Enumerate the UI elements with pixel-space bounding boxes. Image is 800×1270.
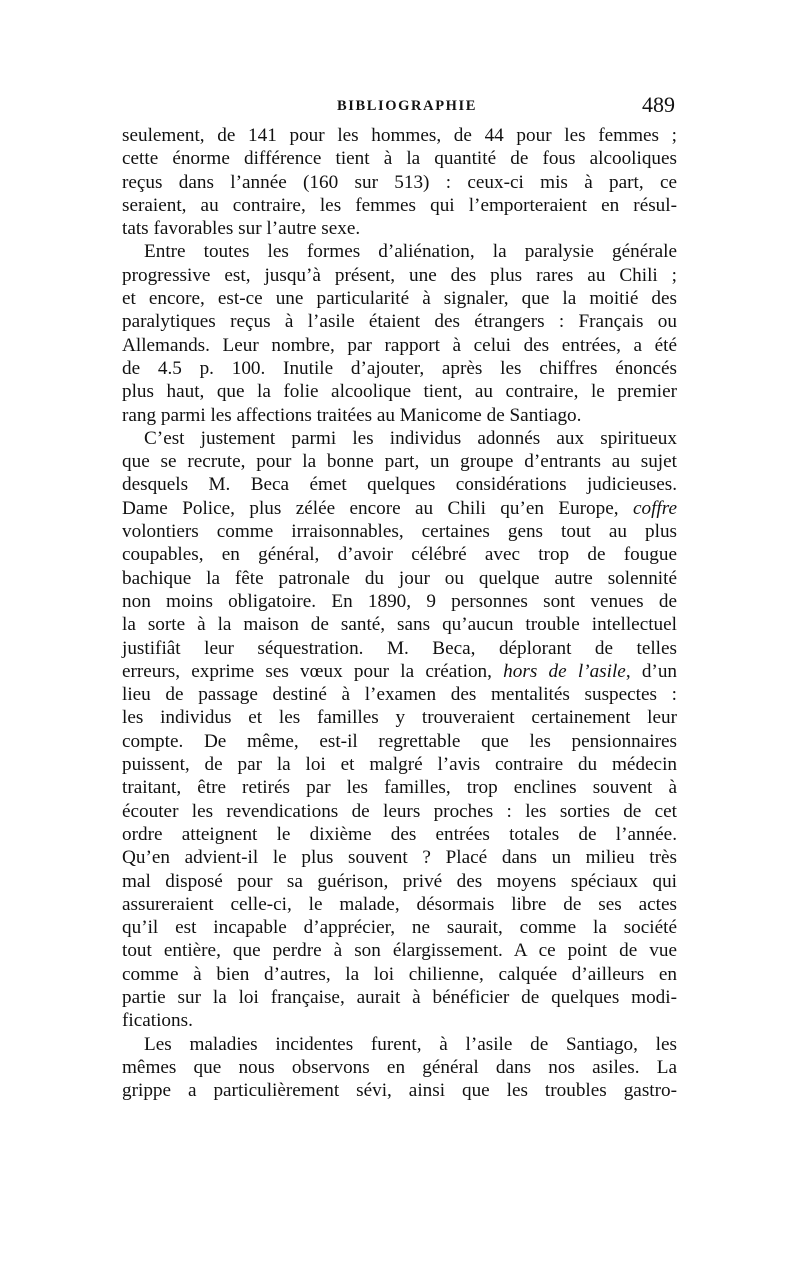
text-line: justifiât leur séquestration. M. Beca, déplorant de telles: [122, 637, 677, 659]
text-line: Allemands. Leur nombre, par rapport à celui des entrées, a été: [122, 334, 677, 356]
text-line: tout entière, que perdre à son élargissement. A ce point de vue: [122, 940, 677, 962]
text-line: les individus et les familles y trouveraient certainement leur: [122, 707, 677, 729]
text-line: reçus dans l’année (160 sur 513) : ceux-ci mis à part, ce: [122, 171, 677, 193]
text-line: tats favorables sur l’autre sexe.: [122, 218, 361, 240]
page-header: [122, 94, 677, 118]
text-line: paralytiques reçus à l’asile étaient des étrangers : Français ou: [122, 311, 677, 333]
page-number: 489: [642, 92, 675, 117]
text-line: rang parmi les affections traitées au Manicome de Santiago.: [122, 404, 582, 426]
text-line: bachique la fête patronale du jour ou quelque autre solennité: [122, 567, 677, 589]
text-line: écouter les revendications de leurs proches : les sorties de cet: [122, 800, 677, 822]
running-title: BIBLIOGRAPHIE: [337, 98, 478, 114]
text-line: mal disposé pour sa guérison, privé des moyens spéciaux qui: [122, 870, 677, 892]
text-line: mêmes que nous observons en général dans nos asiles. La: [122, 1056, 677, 1078]
body-text: [122, 124, 677, 1102]
text-line: fications.: [122, 1010, 193, 1032]
text-line: lieu de passage destiné à l’examen des mentalités suspectes :: [122, 684, 677, 706]
text-line: compte. De même, est-il regrettable que les pensionnaires: [122, 730, 677, 752]
text-line: ordre atteignent le dixième des entrées totales de l’année.: [122, 823, 677, 845]
text-line: que se recrute, pour la bonne part, un groupe d’entrants au sujet: [122, 451, 677, 473]
text-line: Dame Police, plus zélée encore au Chili qu’en Europe, coffre: [122, 497, 677, 519]
text-line: volontiers comme irraisonnables, certaines gens tout au plus: [122, 521, 677, 543]
text-line: plus haut, que la folie alcoolique tient, au contraire, le premier: [122, 381, 677, 403]
paragraph-start-line: Entre toutes les formes d’aliénation, la paralysie générale: [144, 241, 677, 263]
text-line: assureraient celle-ci, le malade, désormais libre de ses actes: [122, 893, 677, 915]
text-line: traitant, être retirés par les familles, trop enclines souvent à: [122, 777, 677, 799]
text-line: partie sur la loi française, aurait à bénéficier de quelques modi-: [122, 986, 677, 1008]
paragraph-start-line: Les maladies incidentes furent, à l’asile de Santiago, les: [144, 1033, 677, 1055]
paragraph-start-line: C’est justement parmi les individus adonnés aux spiritueux: [144, 427, 677, 449]
text-line: erreurs, exprime ses vœux pour la création, hors de l’asile, d’un: [122, 660, 678, 682]
text-line: seulement, de 141 pour les hommes, de 44 pour les femmes ;: [122, 125, 677, 146]
text-line: puissent, de par la loi et malgré l’avis contraire du médecin: [122, 754, 677, 776]
text-line: coupables, en général, d’avoir célébré avec trop de fougue: [122, 544, 677, 566]
text-line: progressive est, jusqu’à présent, une des plus rares au Chili ;: [122, 264, 677, 286]
text-line: comme à bien d’autres, la loi chilienne, calquée d’ailleurs en: [122, 963, 677, 985]
text-line: grippe a particulièrement sévi, ainsi que les troubles gastro-: [122, 1080, 677, 1102]
text-line: la sorte à la maison de santé, sans qu’aucun trouble intellectuel: [122, 614, 677, 636]
text-line: desquels M. Beca émet quelques considérations judicieuses.: [122, 474, 677, 496]
italic-phrase: coffre: [632, 497, 677, 519]
text-line: de 4.5 p. 100. Inutile d’ajouter, après les chiffres énoncés: [122, 357, 677, 379]
text-line: non moins obligatoire. En 1890, 9 personnes sont venues de: [122, 590, 677, 612]
text-line: qu’il est incapable d’apprécier, ne saurait, comme la société: [122, 917, 677, 939]
italic-phrase: hors de l’asile: [503, 660, 626, 682]
text-line: Qu’en advient-il le plus souvent ? Placé dans un milieu très: [122, 847, 677, 869]
text-line: cette énorme différence tient à la quantité de fous alcooliques: [122, 148, 677, 170]
text-line: et encore, est-ce une particularité à signaler, que la moitié des: [122, 288, 677, 310]
text-line: seraient, au contraire, les femmes qui l’emporteraient en résul-: [122, 194, 677, 216]
